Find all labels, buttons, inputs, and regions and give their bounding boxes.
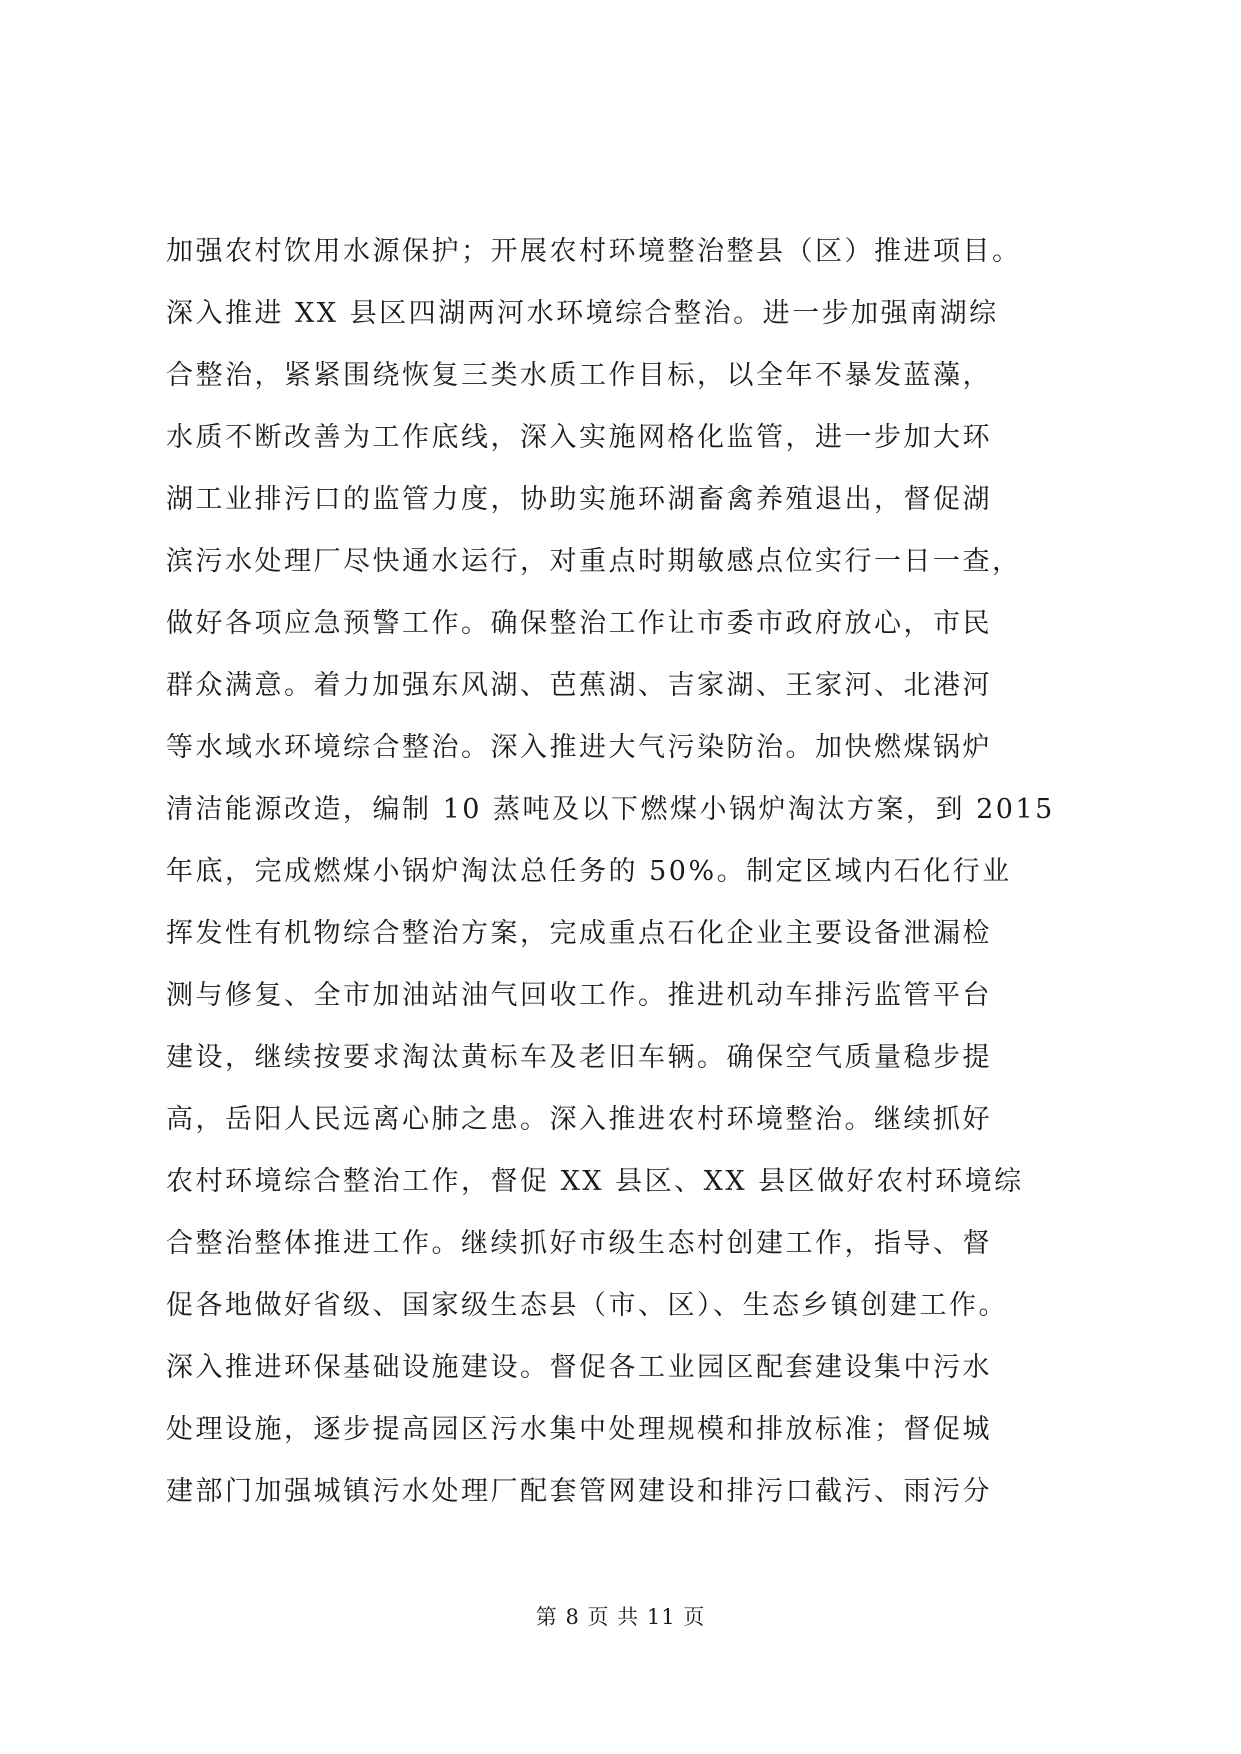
text-line: 建部门加强城镇污水处理厂配套管网建设和排污口截污、雨污分 <box>166 1476 992 1507</box>
text-line: 促各地做好省级、国家级生态县（市、区）、生态乡镇创建工作。 <box>166 1290 1008 1321</box>
text-line: 做好各项应急预警工作。确保整治工作让市委市政府放心，市民 <box>166 608 992 639</box>
text-line: 挥发性有机物综合整治方案，完成重点石化企业主要设备泄漏检 <box>166 918 992 949</box>
text-line: 深入推进 XX 县区四湖两河水环境综合整治。进一步加强南湖综 <box>166 298 999 329</box>
text-line: 清洁能源改造，编制 10 蒸吨及以下燃煤小锅炉淘汰方案，到 2015 <box>166 794 1055 825</box>
page-footer <box>0 1603 1241 1631</box>
text-line: 处理设施，逐步提高园区污水集中处理规模和排放标准；督促城 <box>166 1414 992 1445</box>
text-line: 测与修复、全市加油站油气回收工作。推进机动车排污监管平台 <box>166 980 992 1011</box>
text-line: 水质不断改善为工作底线，深入实施网格化监管，进一步加大环 <box>166 422 992 453</box>
text-line: 加强农村饮用水源保护；开展农村环境整治整县（区）推进项目。 <box>166 236 1022 267</box>
text-line: 滨污水处理厂尽快通水运行，对重点时期敏感点位实行一日一查， <box>166 546 1022 577</box>
text-line: 农村环境综合整治工作，督促 XX 县区、XX 县区做好农村环境综 <box>166 1166 1024 1197</box>
text-line: 建设，继续按要求淘汰黄标车及老旧车辆。确保空气质量稳步提 <box>166 1042 992 1073</box>
body-text <box>166 230 1096 1532</box>
text-line: 群众满意。着力加强东风湖、芭蕉湖、吉家湖、王家河、北港河 <box>166 670 992 701</box>
text-line: 高，岳阳人民远离心肺之患。深入推进农村环境整治。继续抓好 <box>166 1104 992 1135</box>
text-line: 湖工业排污口的监管力度，协助实施环湖畜禽养殖退出，督促湖 <box>166 484 992 515</box>
text-line: 合整治整体推进工作。继续抓好市级生态村创建工作，指导、督 <box>166 1228 992 1259</box>
text-line: 等水域水环境综合整治。深入推进大气污染防治。加快燃煤锅炉 <box>166 732 992 763</box>
text-line: 年底，完成燃煤小锅炉淘汰总任务的 50%。制定区域内石化行业 <box>166 856 1012 887</box>
text-line: 合整治，紧紧围绕恢复三类水质工作目标，以全年不暴发蓝藻， <box>166 360 992 391</box>
text-line: 深入推进环保基础设施建设。督促各工业园区配套建设集中污水 <box>166 1352 992 1383</box>
page-number: 第 8 页 共 11 页 <box>535 1605 706 1629</box>
